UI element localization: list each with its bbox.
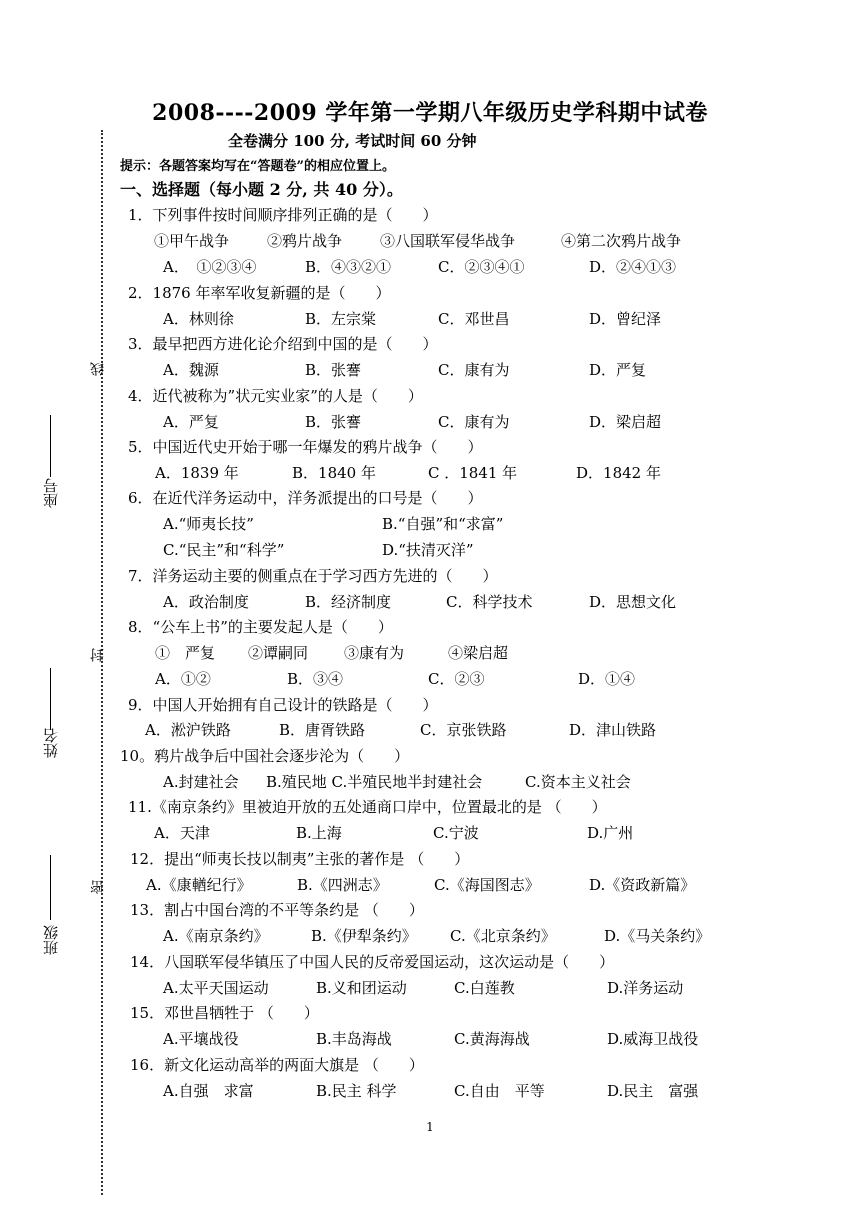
- q1-option-c: C．②③④①: [438, 258, 525, 276]
- section-heading: 一、选择题（每小题 2 分, 共 40 分）。: [120, 180, 403, 199]
- q2-option-b: B．左宗棠: [305, 310, 377, 328]
- q15-option-c: C.黄海海战: [454, 1030, 530, 1048]
- q1-event-3: ③八国联军侵华战争: [380, 232, 516, 250]
- seal-char-line: 线: [90, 362, 106, 376]
- q3-option-d: D．严复: [589, 361, 647, 379]
- q1-option-a: A． ①②③④: [163, 258, 257, 276]
- q7-option-d: D．思想文化: [589, 593, 677, 611]
- question-4: 4．近代被称为”状元实业家”的人是（ ）: [128, 387, 423, 405]
- question-3: 3．最早把西方进化论介绍到中国的是（ ）: [128, 335, 438, 353]
- question-10: 10。鸦片战争后中国社会逐步沦为（ ）: [120, 747, 410, 765]
- q16-option-b: B.民主 科学: [316, 1082, 397, 1100]
- question-9: 9．中国人开始拥有自己设计的铁路是（ ）: [128, 696, 438, 714]
- q3-option-c: C．康有为: [438, 361, 510, 379]
- q14-option-b: B.义和团运动: [316, 979, 407, 997]
- name-blank-line: [50, 668, 51, 730]
- q12-option-b: B.《四洲志》: [297, 876, 388, 894]
- q15-option-d: D.威海卫战役: [607, 1030, 699, 1048]
- name-label: 姓名: [42, 728, 60, 758]
- q6-option-c: C.“民主”和“科学”: [163, 541, 285, 559]
- q13-option-d: D.《马关条约》: [604, 927, 711, 945]
- q6-option-b: B.“自强”和“求富”: [382, 515, 504, 533]
- exam-title: 2008----2009 学年第一学期八年级历史学科期中试卷: [152, 100, 708, 126]
- q7-option-c: C．科学技术: [446, 593, 533, 611]
- q8-person-4: ④梁启超: [448, 644, 509, 662]
- answer-tip: 提示：各题答案均写在“答题卷”的相应位置上。: [120, 159, 395, 174]
- question-2: 2．1876 年率军收复新疆的是（ ）: [128, 284, 391, 302]
- q1-option-d: D．②④①③: [589, 258, 677, 276]
- question-16: 16．新文化运动高举的两面大旗是 （ ）: [130, 1056, 424, 1074]
- question-12: 12．提出“师夷长技以制夷”主张的著作是 （ ）: [130, 850, 470, 868]
- seal-char-secret: 密: [90, 880, 106, 894]
- q14-option-d: D.洋务运动: [607, 979, 684, 997]
- q16-option-c: C.自由 平等: [454, 1082, 545, 1100]
- q8-option-b: B．③④: [287, 670, 344, 688]
- question-1: 1．下列事件按时间顺序排列正确的是（ ）: [128, 206, 438, 224]
- q4-option-a: A．严复: [163, 413, 219, 431]
- q5-option-b: B．1840 年: [292, 464, 376, 482]
- question-5: 5．中国近代史开始于哪一年爆发的鸦片战争（ ）: [128, 438, 483, 456]
- q9-option-a: A．淞沪铁路: [145, 721, 231, 739]
- question-11: 11.《南京条约》里被迫开放的五处通商口岸中，位置最北的是 （ ）: [128, 798, 607, 816]
- q15-option-b: B.丰岛海战: [316, 1030, 392, 1048]
- q8-option-d: D．①④: [578, 670, 636, 688]
- q12-option-c: C.《海国图志》: [434, 876, 540, 894]
- q1-option-b: B．④③②①: [305, 258, 392, 276]
- question-14: 14．八国联军侵华镇压了中国人民的反帝爱国运动，这次运动是（ ）: [130, 953, 615, 971]
- q11-option-a: A．天津: [154, 824, 210, 842]
- question-13: 13．割占中国台湾的不平等条约是 （ ）: [130, 901, 424, 919]
- q2-option-a: A．林则徐: [163, 310, 234, 328]
- seat-blank-line: [50, 415, 51, 477]
- q9-option-c: C．京张铁路: [420, 721, 507, 739]
- seat-label: 座号: [42, 478, 60, 508]
- q12-option-d: D.《资政新篇》: [589, 876, 696, 894]
- class-blank-line: [50, 855, 51, 920]
- question-8: 8．“公车上书”的主要发起人是（ ）: [128, 618, 393, 636]
- q13-option-b: B.《伊犁条约》: [311, 927, 417, 945]
- q8-person-2: ②谭嗣同: [248, 644, 309, 662]
- q4-option-b: B．张謇: [305, 413, 362, 431]
- q5-option-c: C ．1841 年: [428, 464, 518, 482]
- q2-option-c: C．邓世昌: [438, 310, 510, 328]
- q16-option-a: A.自强 求富: [163, 1082, 254, 1100]
- q6-option-d: D.“扶清灭洋”: [382, 541, 474, 559]
- class-label: 班级: [42, 925, 60, 955]
- q6-option-a: A.“师夷长技”: [163, 515, 254, 533]
- q9-option-b: B．唐胥铁路: [279, 721, 366, 739]
- q13-option-a: A.《南京条约》: [163, 927, 269, 945]
- q4-option-d: D．梁启超: [589, 413, 662, 431]
- q14-option-a: A.太平天国运动: [163, 979, 269, 997]
- binding-dotted-line: [101, 130, 103, 1195]
- q3-option-b: B．张謇: [305, 361, 362, 379]
- question-6: 6．在近代洋务运动中，洋务派提出的口号是（ ）: [128, 489, 483, 507]
- q5-option-d: D．1842 年: [576, 464, 661, 482]
- q11-option-d: D.广州: [587, 824, 634, 842]
- q14-option-c: C.白莲教: [454, 979, 515, 997]
- q7-option-b: B．经济制度: [305, 593, 392, 611]
- q9-option-d: D．津山铁路: [569, 721, 657, 739]
- q7-option-a: A．政治制度: [163, 593, 249, 611]
- question-7: 7．洋务运动主要的侧重点在于学习西方先进的（ ）: [128, 567, 498, 585]
- seal-char-seal: 封: [90, 648, 106, 662]
- q8-person-3: ③康有为: [344, 644, 405, 662]
- q10-option-a: A.封建社会: [163, 773, 239, 791]
- q11-option-c: C.宁波: [433, 824, 479, 842]
- q8-option-a: A．①②: [155, 670, 211, 688]
- q1-event-1: ①甲午战争: [154, 232, 230, 250]
- q1-event-2: ②鸦片战争: [267, 232, 343, 250]
- q13-option-c: C.《北京条约》: [450, 927, 556, 945]
- q1-event-4: ④第二次鸦片战争: [561, 232, 682, 250]
- question-15: 15．邓世昌牺牲于 （ ）: [130, 1004, 319, 1022]
- q2-option-d: D．曾纪泽: [589, 310, 662, 328]
- q16-option-d: D.民主 富强: [607, 1082, 699, 1100]
- q12-option-a: A.《康輶纪行》: [146, 876, 252, 894]
- q15-option-a: A.平壤战役: [163, 1030, 239, 1048]
- q8-person-1: ① 严复: [155, 644, 216, 662]
- q3-option-a: A．魏源: [163, 361, 219, 379]
- q5-option-a: A．1839 年: [155, 464, 239, 482]
- q4-option-c: C．康有为: [438, 413, 510, 431]
- q10-option-d: C.资本主义社会: [525, 773, 631, 791]
- page-number: 1: [426, 1120, 434, 1134]
- q11-option-b: B.上海: [296, 824, 342, 842]
- exam-subtitle: 全卷满分 100 分, 考试时间 60 分钟: [228, 132, 477, 150]
- q10-option-bc: B.殖民地 C.半殖民地半封建社会: [266, 773, 483, 791]
- q8-option-c: C．②③: [428, 670, 485, 688]
